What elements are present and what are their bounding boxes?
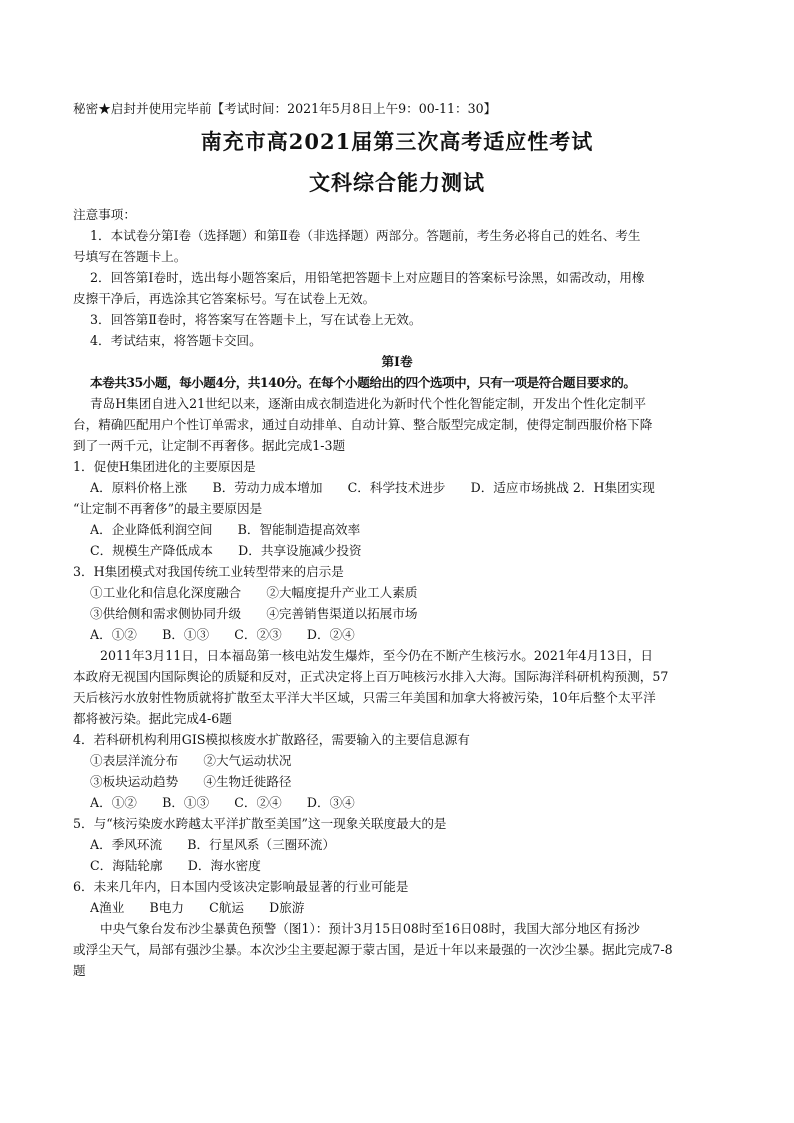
passage-1-line-1: 青岛H集团自进入21世纪以来，逐渐由成衣制造进化为新时代个性化智能定制，开发出个性化定制平	[90, 396, 646, 411]
section-intro: 本卷共35小题，每小题4分，共140分。在每个小题给出的四个选项中，只有一项是符合题目要求的。	[90, 375, 636, 390]
question-4-items-1: ①表层洋流分布 ②大气运动状况	[90, 753, 292, 768]
notice-item-2: 2．回答第Ⅰ卷时，选出每小题答案后，用铅笔把答题卡上对应题目的答案标号涂黑，如需改动，用橡	[90, 270, 645, 285]
notice-heading: 注意事项：	[73, 207, 136, 222]
question-1-stem: 1．促使H集团进化的主要原因是	[73, 459, 256, 474]
passage-1-line-2: 台，精确匹配用户个性订单需求，通过自动排单、自动计算、整合版型完成定制，使得定制西服价格下降	[73, 417, 653, 432]
exam-subtitle: 文科综合能力测试	[309, 170, 485, 195]
question-4-items-2: ③板块运动趋势 ④生物迁徙路径	[90, 774, 292, 789]
passage-2-line-3: 天后核污水放射性物质就将扩散至太平洋大半区域，只需三年美国和加拿大将被污染，10年后整个太平洋	[73, 690, 656, 705]
passage-3-line-1: 中央气象台发布沙尘暴黄色预警（图1）：预计3月15日08时至16日08时，我国大部分地区有扬沙	[100, 921, 640, 936]
question-5-options-2: C．海陆轮廓 D．海水密度	[90, 858, 261, 873]
question-3-stem: 3．H集团模式对我国传统工业转型带来的启示是	[73, 564, 344, 579]
question-5-options-1: A．季风环流 B．行星风系（三圈环流）	[90, 837, 336, 852]
section-title: 第Ⅰ卷	[381, 354, 413, 369]
passage-3-line-2: 或浮尘天气，局部有强沙尘暴。本次沙尘主要起源于蒙古国，是近十年以来最强的一次沙尘暴。据此完成7-8	[73, 942, 673, 957]
question-3-options: A．①② B．①③ C．②③ D．②④	[90, 627, 355, 642]
question-2-options-2: C．规模生产降低成本 D．共享设施减少投资	[90, 543, 362, 558]
question-2-options-1: A．企业降低利润空间 B．智能制造提高效率	[90, 522, 361, 537]
question-4-stem: 4．若科研机构利用GIS模拟核废水扩散路径，需要输入的主要信息源有	[73, 732, 470, 747]
notice-item-2-cont: 皮擦干净后，再选涂其它答案标号。写在试卷上无效。	[73, 291, 376, 306]
passage-3-line-3: 题	[73, 963, 86, 978]
passage-1-line-3: 到了一两千元，让定制不再奢侈。据此完成1-3题	[73, 438, 346, 453]
question-6-options: A渔业 B电力 C航运 D旅游	[90, 900, 305, 915]
passage-2-line-1: 2011年3月11日，日本福岛第一核电站发生爆炸，至今仍在不断产生核污水。2021年4月13日，日	[100, 648, 653, 663]
question-6-stem: 6．未来几年内，日本国内受该决定影响最显著的行业可能是	[73, 879, 409, 894]
passage-2-line-2: 本政府无视国内国际舆论的质疑和反对，正式决定将上百万吨核污水排入大海。国际海洋科研机构预测，57	[73, 669, 669, 684]
notice-item-1: 1．本试卷分第Ⅰ卷（选择题）和第Ⅱ卷（非选择题）两部分。答题前，考生务必将自己的姓名、考生	[90, 228, 641, 243]
question-5-stem: 5．与“核污染废水跨越太平洋扩散至美国”这一现象关联度最大的是	[73, 816, 447, 831]
confidential-header: 秘密★启封并使用完毕前【考试时间：2021年5月8日上午9：00-11：30】	[73, 101, 497, 116]
notice-item-4: 4．考试结束，将答题卡交回。	[90, 333, 262, 348]
question-2-stem: “让定制不再奢侈”的最主要原因是	[73, 501, 263, 516]
exam-title: 南充市高2021届第三次高考适应性考试	[200, 129, 594, 154]
question-4-options: A．①② B．①③ C．②④ D．③④	[90, 795, 355, 810]
notice-item-3: 3．回答第Ⅱ卷时，将答案写在答题卡上，写在试卷上无效。	[90, 312, 422, 327]
passage-2-line-4: 都将被污染。据此完成4-6题	[73, 711, 232, 726]
question-1-options: A．原料价格上涨 B．劳动力成本增加 C．科学技术进步 D．适应市场挑战 2．H集团实现	[90, 480, 655, 495]
notice-item-1-cont: 号填写在答题卡上。	[73, 249, 187, 264]
question-3-items-2: ③供给侧和需求侧协同升级 ④完善销售渠道以拓展市场	[90, 606, 418, 621]
question-3-items-1: ①工业化和信息化深度融合 ②大幅度提升产业工人素质	[90, 585, 418, 600]
